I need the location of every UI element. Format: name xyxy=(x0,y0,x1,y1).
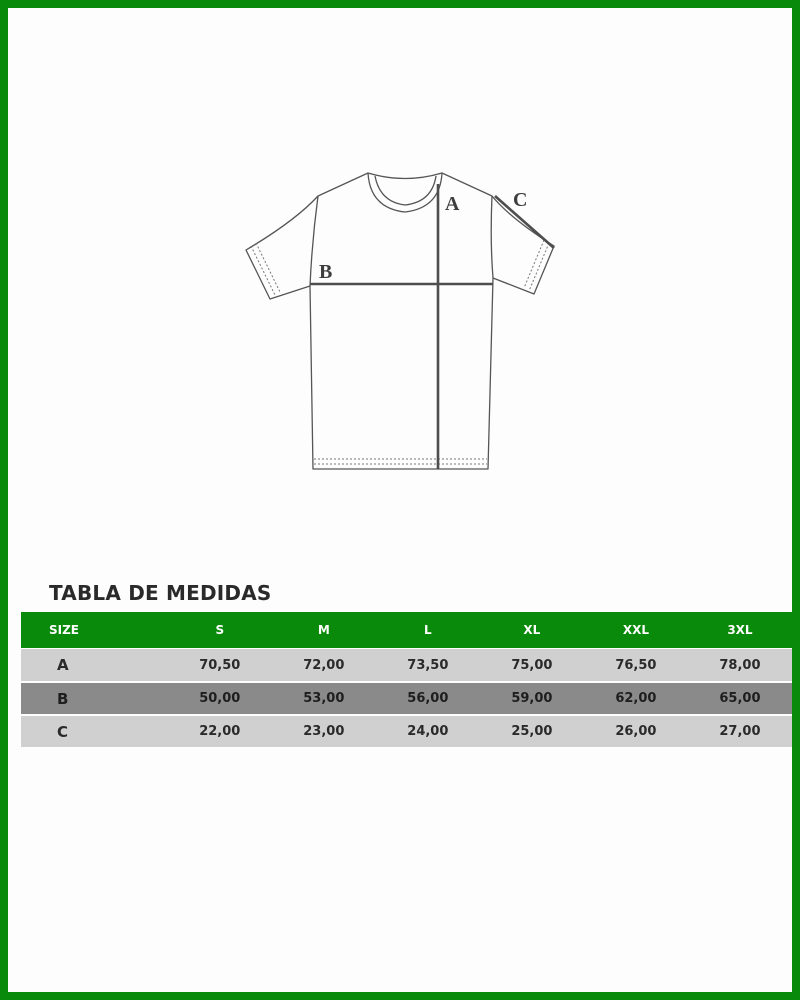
table-cell: 76,50 xyxy=(584,648,688,681)
table-cell: 72,00 xyxy=(272,648,376,681)
label-c: C xyxy=(513,189,528,211)
table-row xyxy=(21,648,792,681)
column-header-3xl: 3XL xyxy=(727,623,753,637)
column-header-size: SIZE xyxy=(49,623,80,637)
size-table-title: TABLA DE MEDIDAS xyxy=(49,581,272,605)
table-cell: 24,00 xyxy=(376,714,480,747)
table-cell: 78,00 xyxy=(688,648,792,681)
table-cell: 25,00 xyxy=(480,714,584,747)
table-cell: 75,00 xyxy=(480,648,584,681)
table-cell: 27,00 xyxy=(688,714,792,747)
table-cell: 26,00 xyxy=(584,714,688,747)
table-cell: 70,50 xyxy=(168,648,272,681)
label-a: A xyxy=(445,193,460,215)
table-header-row xyxy=(21,612,792,648)
table-cell: 73,50 xyxy=(376,648,480,681)
tshirt-measurement-diagram xyxy=(240,166,570,476)
size-chart-table xyxy=(21,612,792,747)
row-label: C xyxy=(21,714,168,747)
table-row xyxy=(21,681,792,714)
table-cell: 50,00 xyxy=(168,681,272,714)
table-cell: 65,00 xyxy=(688,681,792,714)
row-label: A xyxy=(21,648,168,681)
table-row xyxy=(21,714,792,747)
column-header-xl: XL xyxy=(523,623,541,637)
column-header-s: S xyxy=(215,623,225,637)
tshirt-illustration xyxy=(240,166,570,476)
column-header-xxl: XXL xyxy=(622,623,649,637)
table-cell: 59,00 xyxy=(480,681,584,714)
label-b: B xyxy=(319,261,333,283)
tshirt-outline xyxy=(246,173,554,469)
table-cell: 53,00 xyxy=(272,681,376,714)
column-header-l: L xyxy=(424,623,432,637)
table-cell: 23,00 xyxy=(272,714,376,747)
table-cell: 22,00 xyxy=(168,714,272,747)
row-label: B xyxy=(21,681,168,714)
table-cell: 62,00 xyxy=(584,681,688,714)
table-cell: 56,00 xyxy=(376,681,480,714)
column-header-m: M xyxy=(317,623,330,637)
